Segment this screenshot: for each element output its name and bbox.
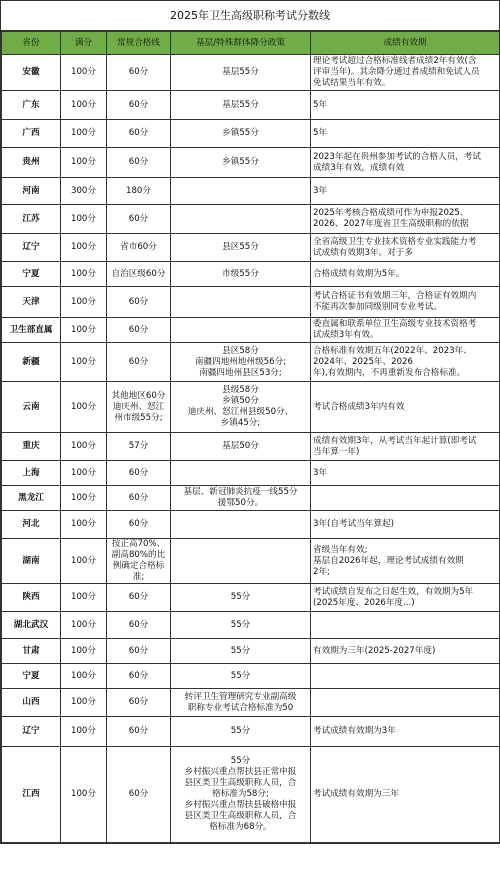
cell-validity: 省级当年有效; 基层自2026年起，理论考试成绩有效期 2年; [311, 539, 500, 584]
table-row [2, 287, 500, 318]
cell-validity: 5年 [311, 91, 500, 120]
cell-validity: 3年 [311, 461, 500, 486]
cell-policy: 乡镇55分 [171, 120, 311, 148]
cell-pass-line: 60分 [107, 486, 171, 511]
table-row [2, 91, 500, 120]
cell-policy: 县级58分 乡镇50分 迪庆州、怒江州县级50分、 乡镇45分; [171, 382, 311, 433]
cell-pass-line: 60分 [107, 639, 171, 664]
header-province: 省份 [2, 32, 61, 55]
cell-full-score: 100分 [61, 486, 107, 511]
cell-pass-line: 60分 [107, 55, 171, 91]
cell-policy: 基层55分 [171, 91, 311, 120]
cell-validity: 3年(自考试当年算起) [311, 511, 500, 539]
cell-province: 卫生部直属 [2, 318, 61, 343]
cell-policy: 市级55分 [171, 262, 311, 287]
cell-pass-line: 60分 [107, 205, 171, 234]
cell-province: 重庆 [2, 433, 61, 461]
table-row [2, 539, 500, 584]
cell-province: 河北 [2, 511, 61, 539]
cell-pass-line: 60分 [107, 747, 171, 843]
table-row [2, 205, 500, 234]
cell-province: 湖北武汉 [2, 612, 61, 639]
cell-validity [311, 664, 500, 689]
cell-policy: 55分 [171, 584, 311, 612]
cell-province: 辽宁 [2, 234, 61, 262]
cell-province: 辽宁 [2, 717, 61, 747]
cell-pass-line: 60分 [107, 461, 171, 486]
cell-pass-line: 60分 [107, 689, 171, 717]
cell-validity: 有效期为三年(2025-2027年度) [311, 639, 500, 664]
table-row [2, 178, 500, 205]
cell-pass-line: 60分 [107, 148, 171, 178]
cell-full-score: 100分 [61, 205, 107, 234]
cell-province: 江苏 [2, 205, 61, 234]
cell-pass-line: 60分 [107, 511, 171, 539]
header-policy: 基层/特殊群体降分政策 [171, 32, 311, 55]
table-title: 2025年卫生高级职称考试分数线 [1, 1, 499, 31]
table-row [2, 433, 500, 461]
cell-policy [171, 461, 311, 486]
cell-province: 新疆 [2, 343, 61, 382]
table-row [2, 717, 500, 747]
cell-full-score: 100分 [61, 539, 107, 584]
cell-validity: 考试合格证书有效期三年，合格证有效期内 不能再次参加同级别同专业考试。 [311, 287, 500, 318]
table-row [2, 584, 500, 612]
table-row [2, 664, 500, 689]
cell-pass-line: 自治区级60分 [107, 262, 171, 287]
cell-policy: 55分 [171, 639, 311, 664]
cell-full-score: 100分 [61, 287, 107, 318]
header-row [2, 32, 500, 55]
cell-full-score: 100分 [61, 382, 107, 433]
cell-validity: 委直属和联系单位卫生高级专业技术资格考 试成绩3年有效。 [311, 318, 500, 343]
cell-province: 江西 [2, 747, 61, 843]
cell-full-score: 100分 [61, 318, 107, 343]
score-table [1, 31, 500, 843]
cell-validity: 全省高级卫生专业技术资格专业实践能力考 试成绩有效期3年。对于多 [311, 234, 500, 262]
cell-pass-line: 60分 [107, 343, 171, 382]
cell-full-score: 100分 [61, 433, 107, 461]
cell-policy: 乡镇55分 [171, 148, 311, 178]
cell-policy [171, 511, 311, 539]
cell-pass-line: 按正高70%、 副高80%的比 例确定合格标 准; [107, 539, 171, 584]
cell-pass-line: 60分 [107, 584, 171, 612]
cell-full-score: 100分 [61, 91, 107, 120]
cell-policy [171, 539, 311, 584]
cell-full-score: 100分 [61, 461, 107, 486]
cell-pass-line: 60分 [107, 120, 171, 148]
cell-policy: 基层55分 [171, 55, 311, 91]
cell-validity: 考试成绩有效期为3年 [311, 717, 500, 747]
cell-validity: 3年 [311, 178, 500, 205]
cell-province: 贵州 [2, 148, 61, 178]
cell-policy [171, 318, 311, 343]
cell-policy [171, 205, 311, 234]
cell-policy: 县区58分 南疆四地州地州级56分; 南疆四地州县区53分; [171, 343, 311, 382]
cell-policy: 转评卫生管理研究专业副高级 职称专业考试合格标准为50 [171, 689, 311, 717]
cell-pass-line: 57分 [107, 433, 171, 461]
cell-pass-line: 60分 [107, 318, 171, 343]
header-pass-line: 常规合格线 [107, 32, 171, 55]
cell-province: 宁夏 [2, 262, 61, 287]
cell-validity: 合格标准有效期五年(2022年、2023年、 2024年、2025年、2026 年),有效期内，不再重新发布合格标准。 [311, 343, 500, 382]
cell-province: 山西 [2, 689, 61, 717]
cell-province: 湖南 [2, 539, 61, 584]
cell-full-score: 100分 [61, 664, 107, 689]
cell-full-score: 100分 [61, 689, 107, 717]
cell-validity: 考试合格成绩3年内有效 [311, 382, 500, 433]
table-row [2, 689, 500, 717]
cell-province: 河南 [2, 178, 61, 205]
cell-province: 天津 [2, 287, 61, 318]
cell-province: 安徽 [2, 55, 61, 91]
cell-province: 宁夏 [2, 664, 61, 689]
cell-full-score: 100分 [61, 120, 107, 148]
cell-pass-line: 省市60分 [107, 234, 171, 262]
cell-full-score: 100分 [61, 639, 107, 664]
cell-validity: 2025年考核合格成绩可作为申报2025、 2026、2027年度省卫生高级职称的依据 [311, 205, 500, 234]
cell-policy [171, 287, 311, 318]
cell-policy: 55分 乡村振兴重点帮扶县正常申报 县区类卫生高级职称人员，合 格标准为58分; 乡村振兴重点帮扶县破格申报 县区类卫生高级职称人员，合 格标准为68分。 [171, 747, 311, 843]
cell-policy: 基层50分 [171, 433, 311, 461]
table-row [2, 55, 500, 91]
table-row [2, 120, 500, 148]
cell-policy: 55分 [171, 664, 311, 689]
table-row [2, 612, 500, 639]
cell-policy: 55分 [171, 612, 311, 639]
cell-pass-line: 60分 [107, 91, 171, 120]
table-row [2, 461, 500, 486]
cell-pass-line: 60分 [107, 664, 171, 689]
cell-province: 黑龙江 [2, 486, 61, 511]
cell-pass-line: 60分 [107, 612, 171, 639]
cell-full-score: 100分 [61, 262, 107, 287]
cell-validity [311, 689, 500, 717]
header-validity: 成绩有效期 [311, 32, 500, 55]
cell-full-score: 100分 [61, 747, 107, 843]
cell-validity: 成绩有效期3年，从考试当年起计算(即考试 当年算一年) [311, 433, 500, 461]
table-row [2, 318, 500, 343]
cell-pass-line: 180分 [107, 178, 171, 205]
table-row [2, 343, 500, 382]
table-row [2, 639, 500, 664]
table-row [2, 234, 500, 262]
cell-province: 云南 [2, 382, 61, 433]
table-row [2, 262, 500, 287]
cell-province: 甘肃 [2, 639, 61, 664]
cell-province: 广西 [2, 120, 61, 148]
cell-validity: 5年 [311, 120, 500, 148]
cell-policy: 55分 [171, 717, 311, 747]
cell-full-score: 300分 [61, 178, 107, 205]
cell-province: 上海 [2, 461, 61, 486]
table-row [2, 486, 500, 511]
cell-validity: 考试成绩自发布之日起生效，有效期为5年 (2025年度、2026年度...) [311, 584, 500, 612]
table-row [2, 747, 500, 843]
cell-policy [171, 178, 311, 205]
table-row [2, 148, 500, 178]
cell-validity [311, 612, 500, 639]
cell-full-score: 100分 [61, 343, 107, 382]
cell-pass-line: 其他地区60分 迪庆州、怒江 州市级55分; [107, 382, 171, 433]
cell-pass-line: 60分 [107, 287, 171, 318]
cell-full-score: 100分 [61, 148, 107, 178]
cell-validity: 考试成绩有效期为三年 [311, 747, 500, 843]
cell-validity: 合格成绩有效期为5年。 [311, 262, 500, 287]
cell-full-score: 100分 [61, 612, 107, 639]
header-full-score: 满分 [61, 32, 107, 55]
cell-pass-line: 60分 [107, 717, 171, 747]
cell-validity [311, 486, 500, 511]
cell-policy: 县区55分 [171, 234, 311, 262]
cell-full-score: 100分 [61, 234, 107, 262]
table-row [2, 382, 500, 433]
cell-full-score: 100分 [61, 511, 107, 539]
table-row [2, 511, 500, 539]
cell-full-score: 100分 [61, 55, 107, 91]
cell-full-score: 100分 [61, 584, 107, 612]
cell-province: 广东 [2, 91, 61, 120]
cell-province: 陕西 [2, 584, 61, 612]
cell-full-score: 100分 [61, 717, 107, 747]
cell-policy: 基层、新冠肺炎抗疫一线55分 援鄂50分。 [171, 486, 311, 511]
cell-validity: 理论考试超过合格标准线者成绩2年有效(含 评审当年)。其余降分通过者成绩和免试人员 免试结果当年有效。 [311, 55, 500, 91]
cell-validity: 2023年起在贵州参加考试的合格人员，考试 成绩3年有效，成绩有效 [311, 148, 500, 178]
